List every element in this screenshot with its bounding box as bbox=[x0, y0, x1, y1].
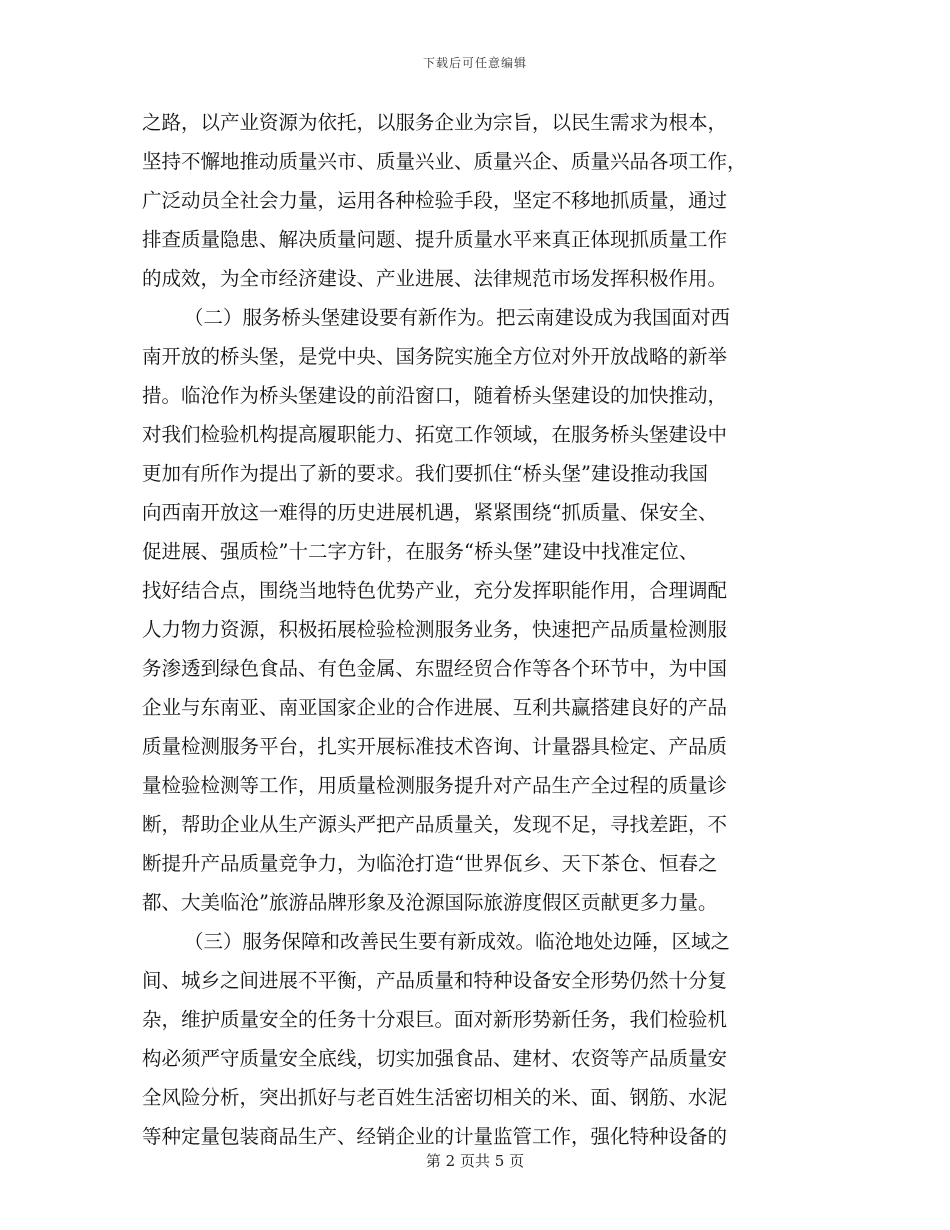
text-line: 人力物力资源，积极拓展检验检测服务业务，快速把产品质量检测服 bbox=[142, 618, 728, 641]
text-line: 更加有所作为提出了新的要求。我们要抓住“桥头堡”建设推动我国 bbox=[142, 462, 708, 485]
text-line: 坚持不懈地推动质量兴市、质量兴业、质量兴企、质量兴品各项工作， bbox=[142, 150, 747, 173]
text-line: 断提升产品质量竞争力，为临沧打造“世界佤乡、天下茶仓、恒春之 bbox=[142, 852, 718, 875]
text-line: 找好结合点，围绕当地特色优势产业，充分发挥职能作用，合理调配 bbox=[142, 579, 728, 602]
text-line: 对我们检验机构提高履职能力、拓宽工作领域，在服务桥头堡建设中 bbox=[142, 423, 728, 446]
header-note: 下载后可任意编辑 bbox=[422, 56, 527, 70]
paragraph-start-line: （二）服务桥头堡建设要有新作为。把云南建设成为我国面对西 bbox=[184, 306, 731, 329]
text-line: 企业与东南亚、南亚国家企业的合作进展、互利共赢搭建良好的产品 bbox=[142, 696, 728, 719]
text-line: 全风险分析，突出抓好与老百姓生活密切相关的米、面、钢筋、水泥 bbox=[142, 1086, 728, 1109]
text-line: 措。临沧作为桥头堡建设的前沿窗口，随着桥头堡建设的加快推动， bbox=[142, 384, 728, 407]
document-body bbox=[142, 103, 808, 1156]
text-line: 排查质量隐患、解决质量问题、提升质量水平来真正体现抓质量工作 bbox=[142, 228, 728, 251]
text-line: 的成效，为全市经济建设、产业进展、法律规范市场发挥积极作用。 bbox=[142, 267, 728, 290]
text-line: 质量检测服务平台，扎实开展标准技术咨询、计量器具检定、产品质 bbox=[142, 735, 728, 758]
text-line: 务渗透到绿色食品、有色金属、东盟经贸合作等各个环节中，为中国 bbox=[142, 657, 728, 680]
text-line: 杂，维护质量安全的任务十分艰巨。面对新形势新任务，我们检验机 bbox=[142, 1008, 728, 1031]
text-line: 向西南开放这一难得的历史进展机遇，紧紧围绕“抓质量、保安全、 bbox=[142, 501, 718, 524]
text-line: 广泛动员全社会力量，运用各种检验手段，坚定不移地抓质量，通过 bbox=[142, 189, 728, 212]
text-line: 构必须严守质量安全底线，切实加强食品、建材、农资等产品质量安 bbox=[142, 1047, 728, 1070]
text-line: 之路，以产业资源为依托，以服务企业为宗旨，以民生需求为根本， bbox=[142, 111, 728, 134]
text-line: 南开放的桥头堡，是党中央、国务院实施全方位对外开放战略的新举 bbox=[142, 345, 728, 368]
text-line: 量检验检测等工作，用质量检测服务提升对产品生产全过程的质量诊 bbox=[142, 774, 728, 797]
text-line: 间、城乡之间进展不平衡，产品质量和特种设备安全形势仍然十分复 bbox=[142, 969, 728, 992]
text-line: 等种定量包装商品生产、经销企业的计量监管工作，强化特种设备的 bbox=[142, 1125, 728, 1148]
paragraph-start-line: （三）服务保障和改善民生要有新成效。临沧地处边陲，区域之 bbox=[184, 930, 731, 953]
text-line: 断，帮助企业从生产源头严把产品质量关，发现不足，寻找差距，不 bbox=[142, 813, 728, 836]
text-line: 促进展、强质检”十二字方针，在服务“桥头堡”建设中找准定位、 bbox=[142, 540, 699, 563]
page-number: 第 2 页共 5 页 bbox=[425, 1152, 525, 1170]
text-line: 都、大美临沧”旅游品牌形象及沧源国际旅游度假区贡献更多力量。 bbox=[142, 891, 718, 914]
